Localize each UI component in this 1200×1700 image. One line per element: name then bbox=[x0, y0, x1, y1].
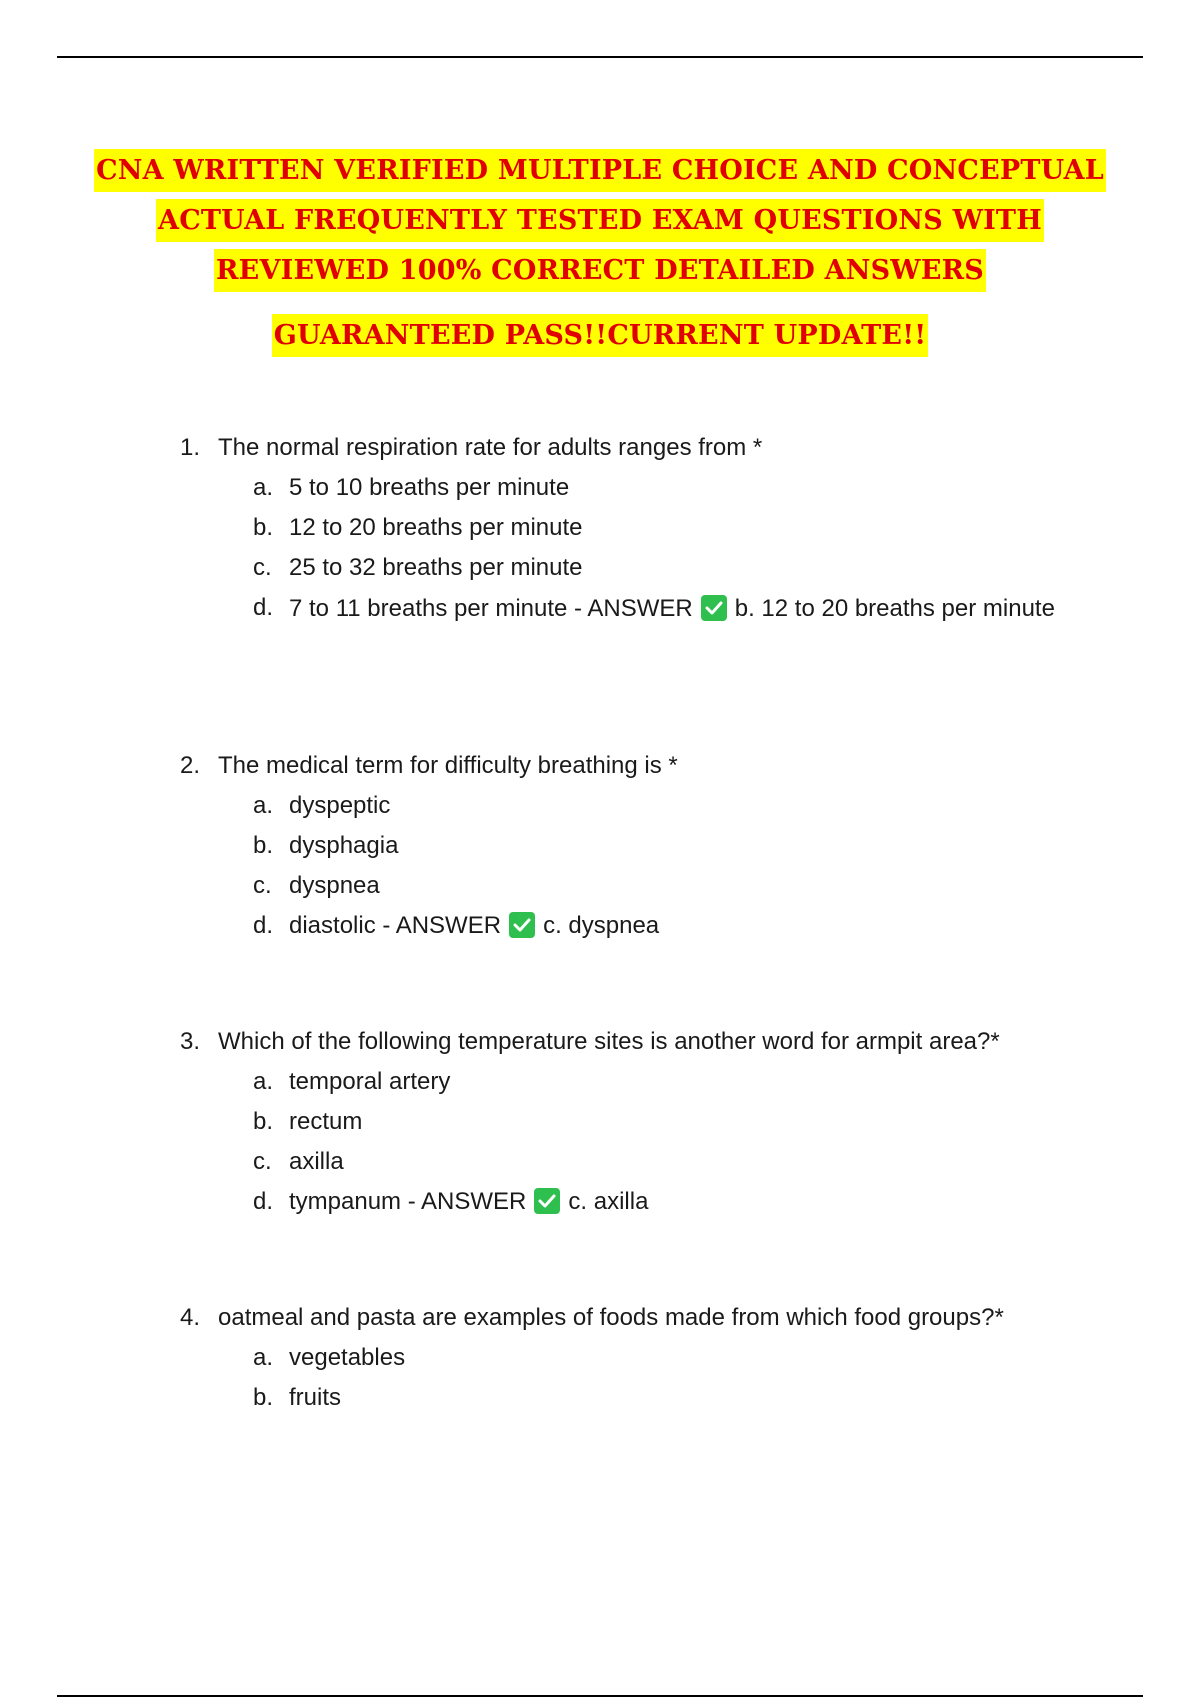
question-4 bbox=[180, 1298, 1110, 1418]
option-b: b. 12 to 20 breaths per minute bbox=[253, 514, 583, 541]
check-mark-icon bbox=[534, 1188, 560, 1214]
question-3 bbox=[180, 1022, 1110, 1222]
question-text: Which of the following temperature sites is another word for armpit area?* bbox=[218, 1028, 1000, 1055]
option-c: c. dyspnea bbox=[253, 872, 380, 899]
answer-text: c. axilla bbox=[568, 1188, 649, 1215]
top-rule bbox=[57, 56, 1143, 58]
question-number: 4. bbox=[180, 1304, 201, 1331]
title-line-2: ACTUAL FREQUENTLY TESTED EXAM QUESTIONS WITH bbox=[0, 196, 1200, 246]
title-subline: GUARANTEED PASS!!CURRENT UPDATE!! bbox=[0, 311, 1200, 361]
question-number: 3. bbox=[180, 1028, 201, 1055]
question-text: The medical term for difficulty breathing is * bbox=[218, 752, 678, 779]
option-list bbox=[253, 1062, 1110, 1222]
option-c: c. axilla bbox=[253, 1148, 344, 1175]
question-1 bbox=[180, 428, 1110, 672]
option-d: d. diastolic - ANSWER c. dyspnea bbox=[253, 912, 660, 939]
option-b: b. rectum bbox=[253, 1108, 363, 1135]
option-a: a. temporal artery bbox=[253, 1068, 451, 1095]
option-a: a. 5 to 10 breaths per minute bbox=[253, 474, 570, 501]
answer-text: b. 12 to 20 breaths per minute bbox=[734, 595, 1055, 622]
option-c: c. 25 to 32 breaths per minute bbox=[253, 554, 583, 581]
option-d: d. tympanum - ANSWER c. axilla bbox=[253, 1188, 649, 1215]
question-2 bbox=[180, 746, 1110, 946]
option-b: b. dysphagia bbox=[253, 832, 399, 859]
check-mark-icon bbox=[509, 912, 535, 938]
document-title bbox=[0, 146, 1200, 361]
option-list bbox=[253, 786, 1110, 946]
question-number: 2. bbox=[180, 752, 201, 779]
title-line-1: CNA WRITTEN VERIFIED MULTIPLE CHOICE AND CONCEPTUAL bbox=[0, 146, 1200, 196]
title-line-3: REVIEWED 100% CORRECT DETAILED ANSWERS bbox=[0, 246, 1200, 296]
question-text: The normal respiration rate for adults ranges from * bbox=[218, 434, 763, 461]
option-a: a. dyspeptic bbox=[253, 792, 391, 819]
bottom-rule bbox=[57, 1695, 1143, 1697]
question-text: oatmeal and pasta are examples of foods made from which food groups?* bbox=[218, 1304, 1004, 1331]
question-number: 1. bbox=[180, 434, 201, 461]
check-mark-icon bbox=[701, 595, 727, 621]
option-list bbox=[253, 1338, 1110, 1418]
option-d: d. 7 to 11 breaths per minute - ANSWER b. 12 to 20 breaths per minute bbox=[253, 594, 1055, 622]
option-list bbox=[253, 468, 1110, 672]
answer-text: c. dyspnea bbox=[543, 912, 660, 939]
option-b: b. fruits bbox=[253, 1384, 342, 1411]
option-a: a. vegetables bbox=[253, 1344, 406, 1371]
